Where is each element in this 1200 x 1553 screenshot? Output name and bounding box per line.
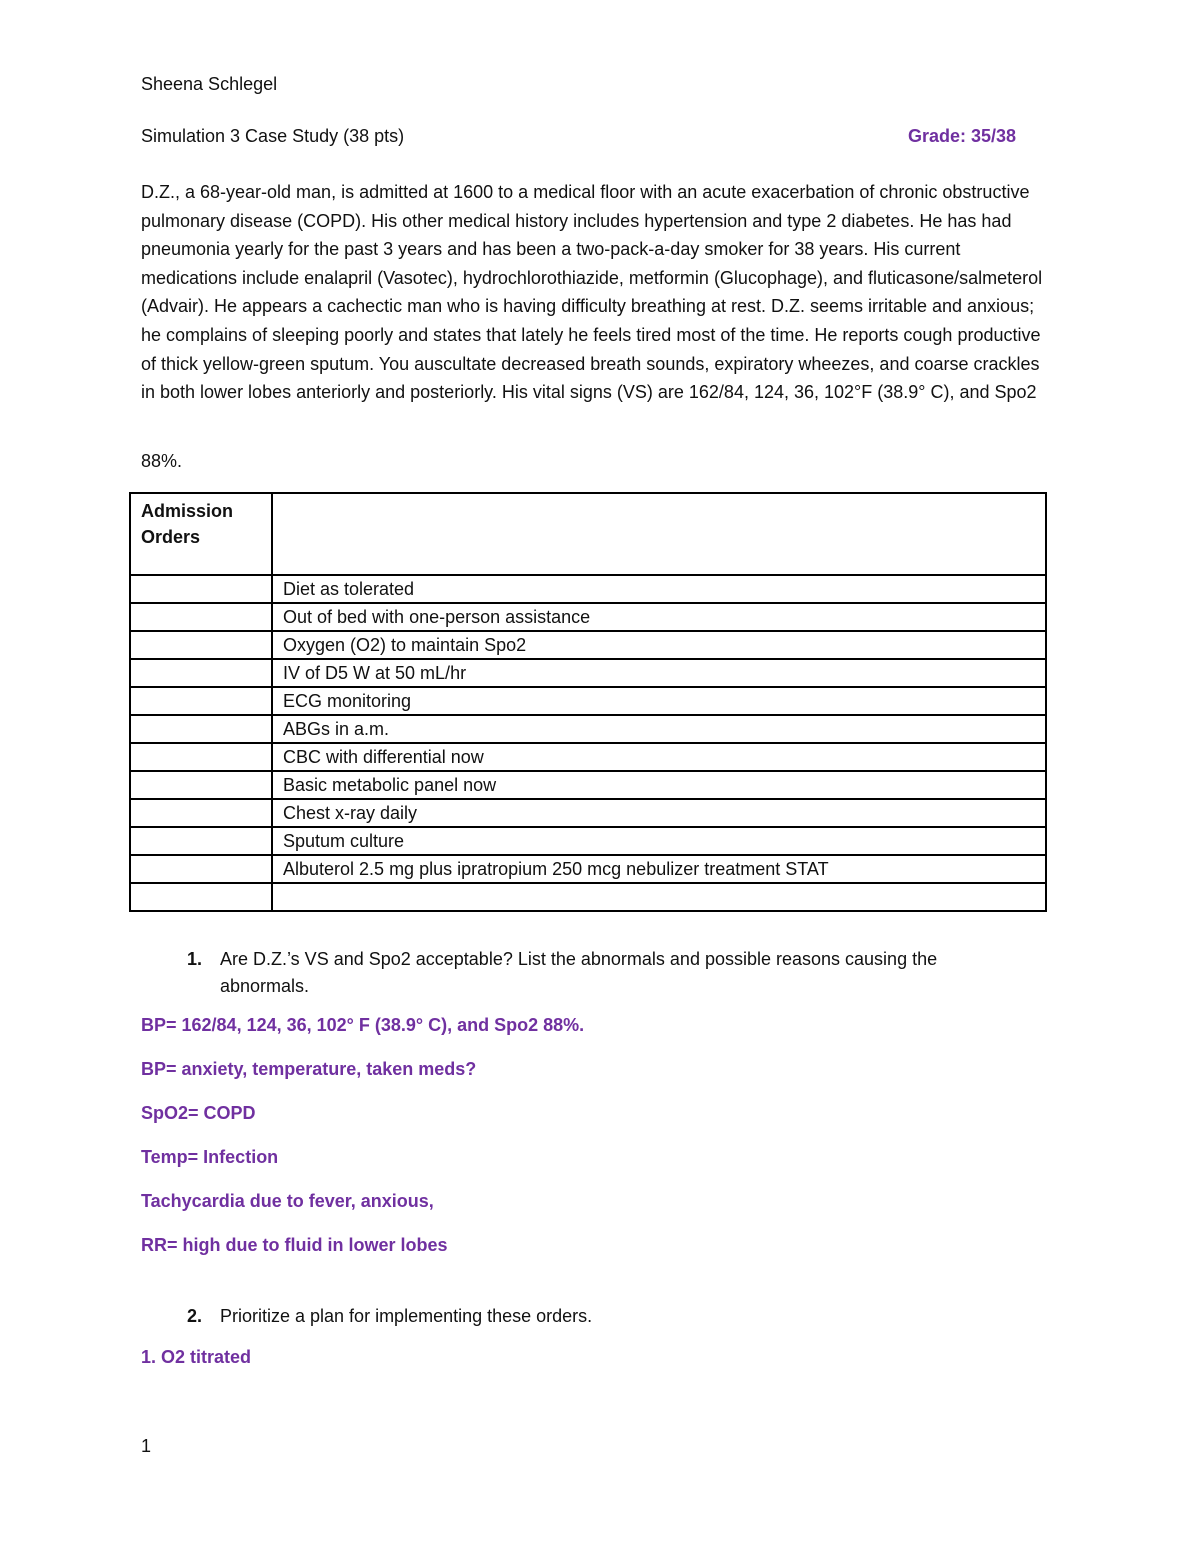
table-header-row (130, 493, 1046, 575)
order-cell: Basic metabolic panel now (272, 771, 1046, 799)
answer-1-line: Tachycardia due to fever, anxious, (141, 1191, 434, 1211)
question-1-number: 1. (187, 949, 203, 969)
answer-1-line: BP= anxiety, temperature, taken meds? (141, 1059, 477, 1079)
table-row (130, 631, 1046, 659)
question-2 (187, 1306, 593, 1327)
question-2-number: 2. (187, 1306, 203, 1326)
table-row (130, 827, 1046, 855)
order-cell: IV of D5 W at 50 mL/hr (272, 659, 1046, 687)
table-row (130, 603, 1046, 631)
table-row (130, 855, 1046, 883)
answer-2-line: 1. O2 titrated (141, 1347, 252, 1367)
order-cell: Chest x-ray daily (272, 799, 1046, 827)
grade-label: Grade: 35/38 (908, 126, 1017, 146)
order-cell (272, 883, 1046, 911)
author-name: Sheena Schlegel (141, 74, 278, 94)
question-1 (187, 946, 938, 996)
order-cell: ECG monitoring (272, 687, 1046, 715)
table-row (130, 799, 1046, 827)
table-header-empty (272, 493, 1046, 575)
answer-1-line: Temp= Infection (141, 1147, 279, 1167)
order-cell: CBC with differential now (272, 743, 1046, 771)
table-row (130, 771, 1046, 799)
table-header-label: Admission Orders (130, 493, 272, 575)
case-paragraph-tail: 88%. (141, 451, 183, 471)
answer-1-line: RR= high due to fluid in lower lobes (141, 1235, 448, 1255)
table-row (130, 659, 1046, 687)
order-cell: Out of bed with one-person assistance (272, 603, 1046, 631)
table-row (130, 743, 1046, 771)
order-cell: Sputum culture (272, 827, 1046, 855)
admission-orders-table (129, 492, 1047, 912)
document-title: Simulation 3 Case Study (38 pts) (141, 126, 405, 146)
page-number: 1 (141, 1436, 152, 1456)
question-2-text: Prioritize a plan for implementing these orders. (220, 1306, 593, 1326)
answer-1-line: BP= 162/84, 124, 36, 102° F (38.9° C), and Spo2 88%. (141, 1015, 585, 1035)
order-cell: Oxygen (O2) to maintain Spo2 (272, 631, 1046, 659)
table-row (130, 687, 1046, 715)
table-row (130, 883, 1046, 911)
table-row (130, 715, 1046, 743)
order-cell: Albuterol 2.5 mg plus ipratropium 250 mcg nebulizer treatment STAT (272, 855, 1046, 883)
case-paragraph: D.Z., a 68-year-old man, is admitted at 1600 to a medical floor with an acute exacerbation of chronic obstructive pulmonary disease (COPD). His other medical history includes hypertension and type 2 diabetes. He has had pneumonia yearly for the past 3 years and has been a two-pack-a-day smoker for 38 years. His current medications include enalapril (Vasotec), hydrochlorothiazide, metformin (Glucophage), and fluticasone/salmeterol (Advair). He appears a cachectic man who is having difficulty breathing at rest. D.Z. seems irritable and anxious; he complains of sleeping poorly and states that lately he feels tired most of the time. He reports cough productive of thick yellow-green sputum. You auscultate decreased breath sounds, expiratory wheezes, and coarse crackles in both lower lobes anteriorly and posteriorly. His vital signs (VS) are 162/84, 124, 36, 102°F (38.9° C), and Spo2 (141, 182, 1043, 403)
order-cell: ABGs in a.m. (272, 715, 1046, 743)
answer-1-line: SpO2= COPD (141, 1103, 256, 1123)
order-cell: Diet as tolerated (272, 575, 1046, 603)
table-row (130, 575, 1046, 603)
question-1-text: Are D.Z.’s VS and Spo2 acceptable? List the abnormals and possible reasons causing the abnormals. (220, 949, 938, 996)
